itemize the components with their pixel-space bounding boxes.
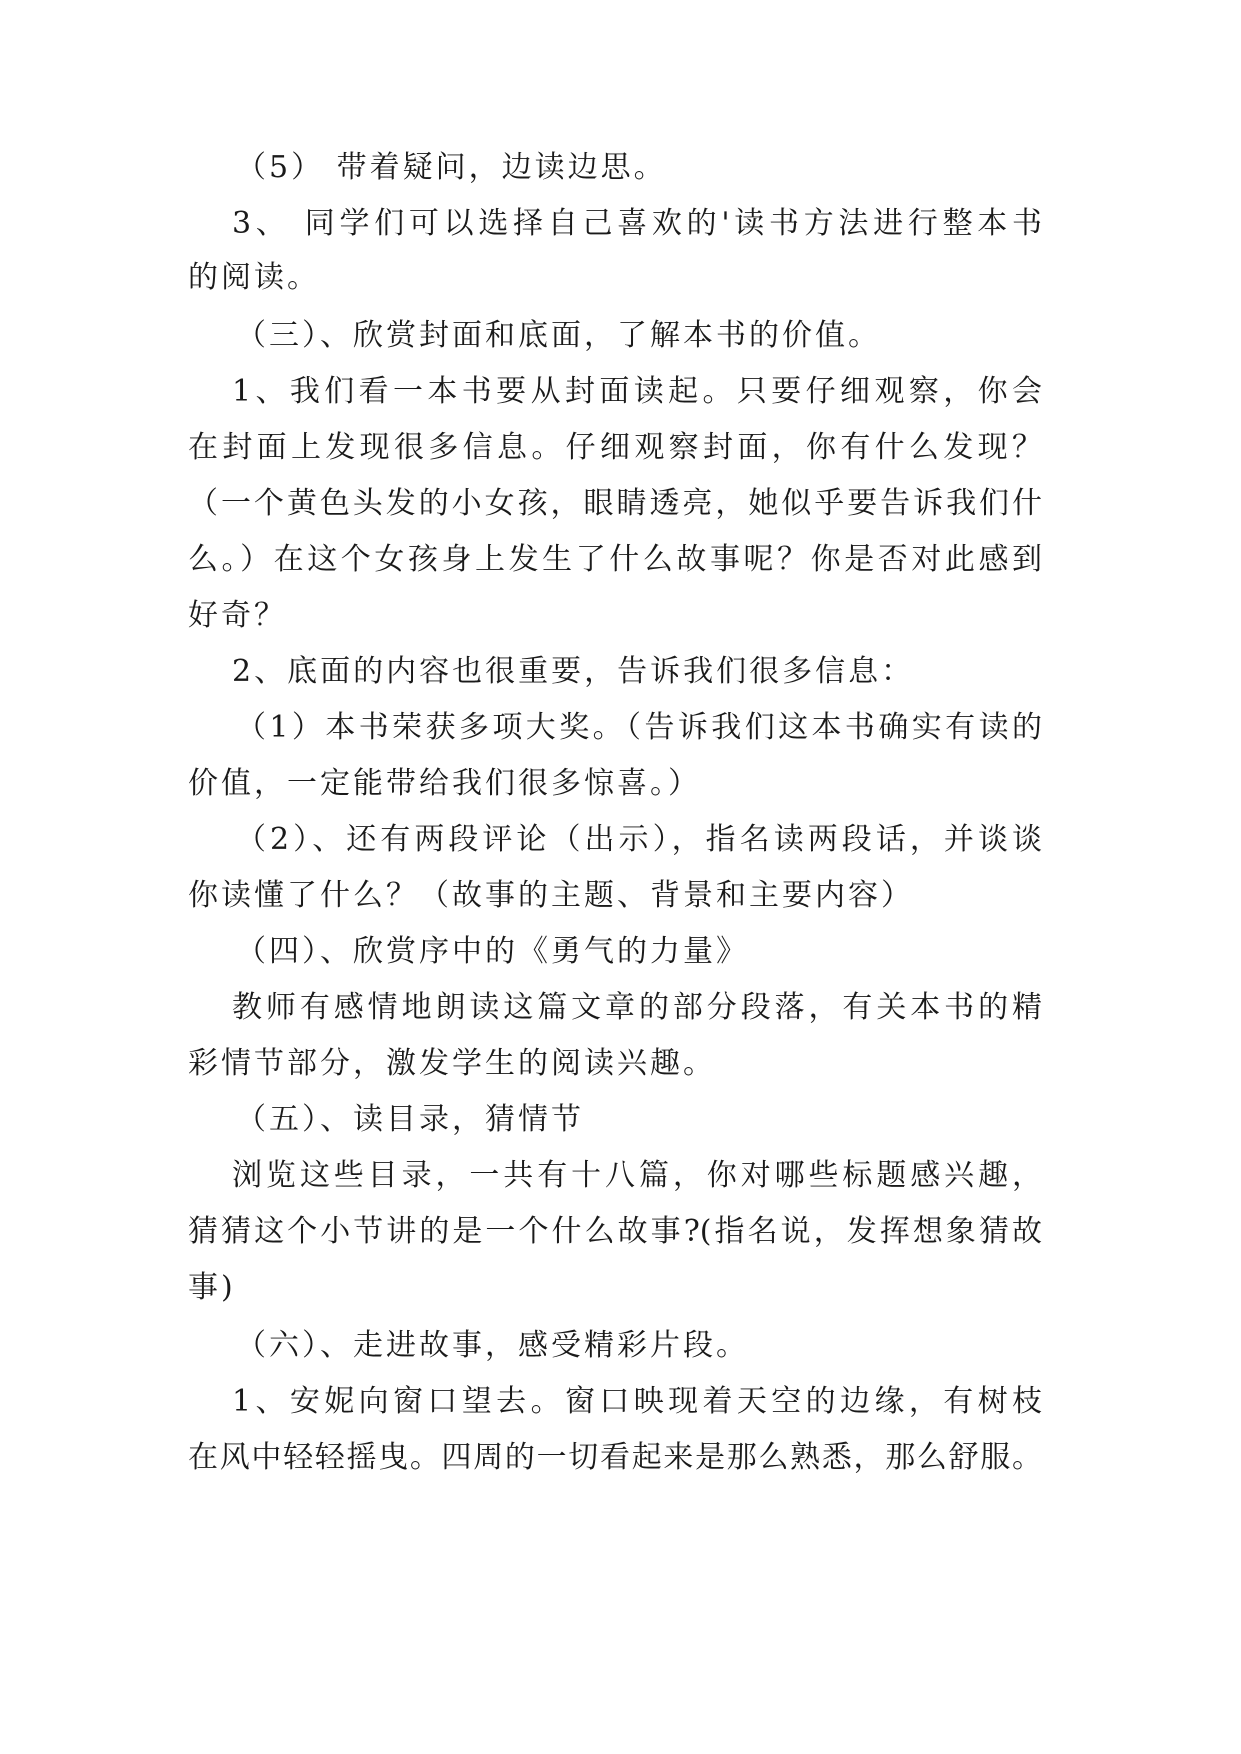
text-line: （2）、还有两段评论（出示），指名读两段话，并谈谈 (236, 822, 1042, 857)
text-line: （五）、读目录，猜情节 (236, 1102, 584, 1137)
text-line: 2、底面的内容也很重要，告诉我们很多信息： (232, 654, 915, 689)
text-line: 么。）在这个女孩身上发生了什么故事呢？你是否对此感到 (188, 542, 1042, 577)
text-line: 你读懂了什么？（故事的主题、背景和主要内容） (188, 878, 914, 913)
text-line: 教师有感情地朗读这篇文章的部分段落，有关本书的精 (232, 990, 1042, 1025)
text-line: （1）本书荣获多项大奖。（告诉我们这本书确实有读的 (236, 710, 1042, 745)
text-line: 事) (188, 1270, 236, 1305)
text-line: （六）、走进故事，感受精彩片段。 (236, 1328, 749, 1363)
text-line: （三）、欣赏封面和底面，了解本书的价值。 (236, 318, 881, 353)
text-line: 猜猜这个小节讲的是一个什么故事?(指名说，发挥想象猜故 (188, 1214, 1042, 1249)
text-line: 价值，一定能带给我们很多惊喜。） (188, 766, 701, 801)
text-line: 浏览这些目录，一共有十八篇，你对哪些标题感兴趣， (232, 1158, 1042, 1193)
text-line: （四）、欣赏序中的《勇气的力量》 (236, 934, 749, 969)
text-line: 在封面上发现很多信息。仔细观察封面，你有什么发现？ (188, 430, 1042, 465)
text-line: 1、我们看一本书要从封面读起。只要仔细观察，你会 (232, 374, 1042, 409)
text-line: （5） 带着疑问，边读边思。 (236, 150, 667, 185)
text-line: 的阅读。 (188, 260, 320, 295)
text-line: （一个黄色头发的小女孩，眼睛透亮，她似乎要告诉我们什 (188, 486, 1042, 521)
text-line: 1、安妮向窗口望去。窗口映现着天空的边缘，有树枝 (232, 1384, 1042, 1419)
text-line: 在风中轻轻摇曳。四周的一切看起来是那么熟悉，那么舒服。 (188, 1440, 1042, 1475)
text-line: 3、 同学们可以选择自己喜欢的'读书方法进行整本书 (232, 206, 1042, 241)
text-line: 彩情节部分，激发学生的阅读兴趣。 (188, 1046, 716, 1081)
text-line: 好奇？ (188, 598, 287, 633)
